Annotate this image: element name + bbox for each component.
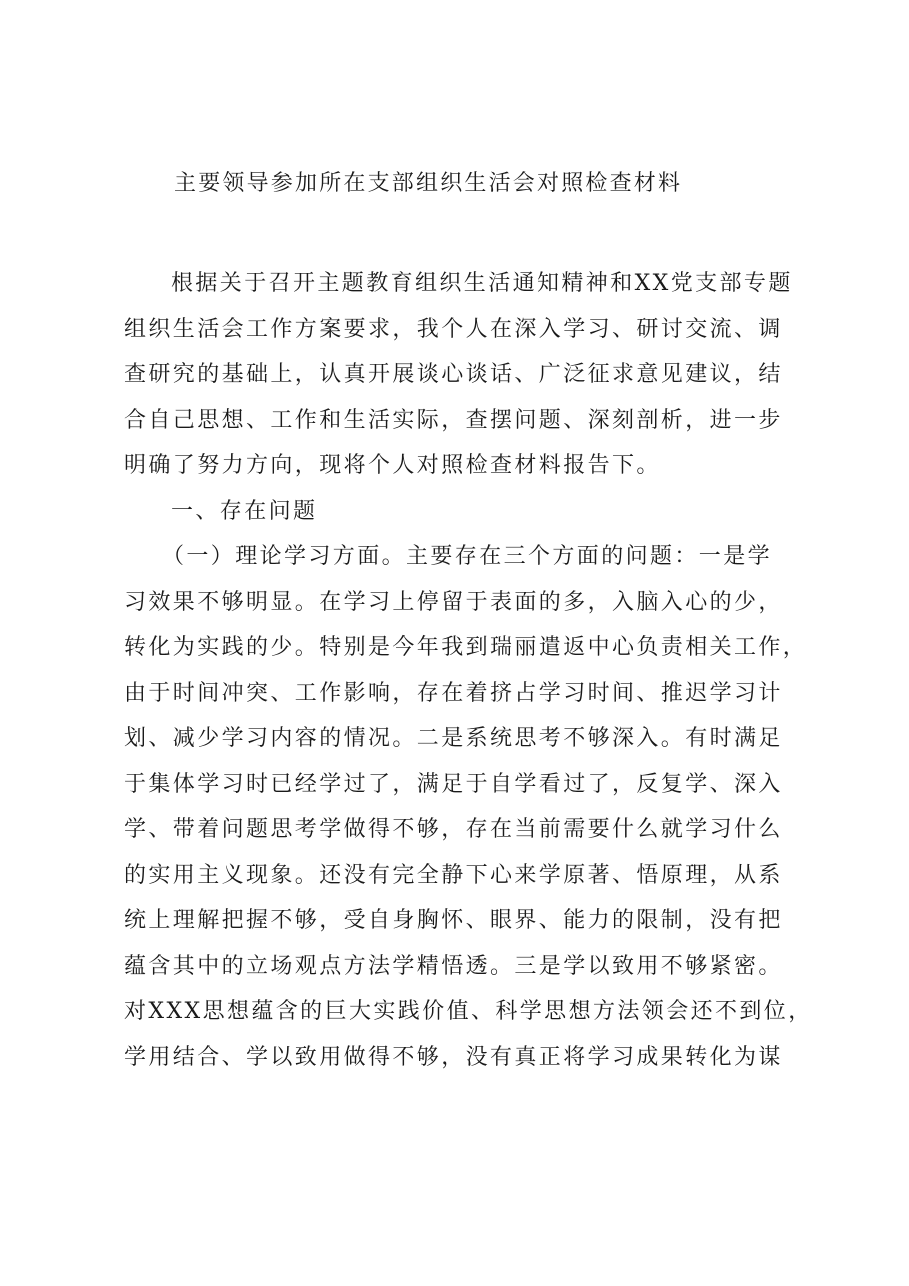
body-text-line: （一）理论学习方面。主要存在三个方面的问题：一是学	[162, 544, 773, 569]
body-text-line: 习效果不够明显。在学习上停留于表面的多，入脑入心的少，	[124, 589, 783, 615]
body-text-line: 转化为实践的少。特别是今年我到瑞丽遣返中心负责相关工作，	[124, 635, 808, 660]
body-text-line: 统上理解把握不够，受自身胸怀、眼界、能力的限制，没有把	[124, 908, 783, 933]
document-title: 主要领导参加所在支部组织生活会对照检查材料	[174, 171, 683, 196]
body-text-line: 根据关于召开主题教育组织生活通知精神和XX党支部专题	[171, 271, 793, 296]
body-text-line: 蕴含其中的立场观点方法学精悟透。三是学以致用不够紧密。	[124, 953, 783, 979]
body-text-line: 由于时间冲突、工作影响，存在着挤占学习时间、推迟学习计	[124, 680, 783, 706]
body-text-line: 于集体学习时已经学过了，满足于自学看过了，反复学、深入	[124, 771, 783, 797]
body-text-line: 明确了努力方向，现将个人对照检查材料报告下。	[124, 453, 661, 478]
body-text-line: 学、带着问题思考学做得不够，存在当前需要什么就学习什么	[124, 817, 783, 842]
body-text-line: 的实用主义现象。还没有完全静下心来学原著、悟原理，从系	[124, 862, 783, 888]
document-body	[124, 261, 813, 1080]
body-text-line: 一、存在问题	[171, 498, 318, 524]
body-text-line: 组织生活会工作方案要求，我个人在深入学习、研讨交流、调	[124, 316, 783, 342]
body-text-line: 合自己思想、工作和生活实际，查摆问题、深刻剖析，进一步	[124, 407, 783, 433]
body-text-line: 划、减少学习内容的情况。二是系统思考不够深入。有时满足	[124, 726, 783, 751]
body-text-line: 查研究的基础上，认真开展谈心谈话、广泛征求意见建议，结	[124, 362, 783, 387]
body-text-line: 对XXX思想蕴含的巨大实践价值、科学思想方法领会还不到位，	[124, 999, 813, 1024]
body-text-line: 学用结合、学以致用做得不够，没有真正将学习成果转化为谋	[124, 1044, 783, 1070]
